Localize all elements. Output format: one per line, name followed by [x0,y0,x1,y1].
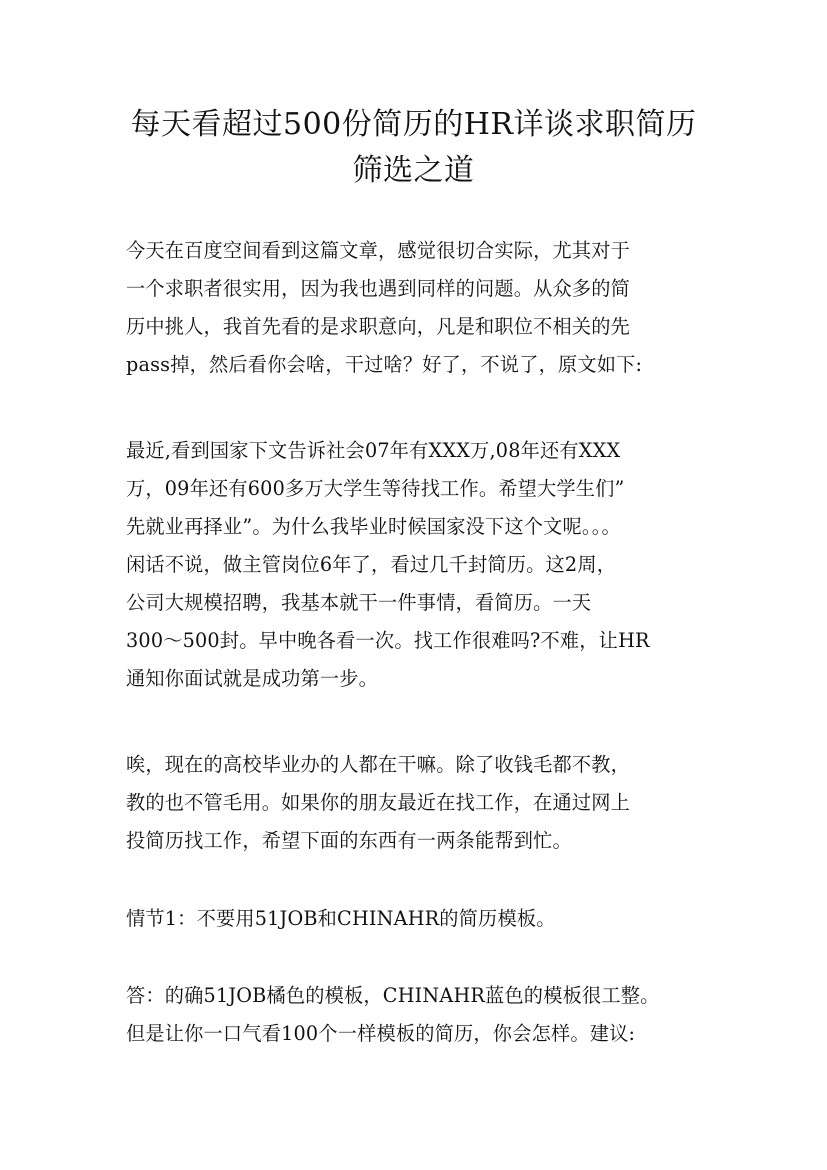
paragraph-line: 答：的确51JOB橘色的模板，CHINAHR蓝色的模板很工整。 [126,984,660,1007]
paragraph-answer-1 [126,977,716,1053]
paragraph-line: 通知你面试就是成功第一步。 [126,667,379,690]
paragraph-line: pass掉，然后看你会啥，干过啥？好了，不说了，原文如下: [126,353,643,376]
paragraph-line: 唉，现在的高校毕业办的人都在干嘛。除了收钱毛都不教， [126,753,631,776]
paragraph-line: 闲话不说，做主管岗位6年了，看过几千封简历。这2周， [126,553,617,576]
paragraph-line: 公司大规模招聘，我基本就干一件事情，看简历。一天 [126,591,592,614]
paragraph-line: 先就业再择业”。为什么我毕业时候国家没下这个文呢。。。 [126,515,621,538]
paragraph-background [126,432,716,698]
paragraph-commentary [126,746,716,860]
paragraph-line: 投简历找工作，希望下面的东西有一两条能帮到忙。 [126,829,572,852]
title-line-1: 每天看超过500份简历的HR详谈求职简历 [130,107,697,142]
paragraph-line: 情节1：不要用51JOB和CHINAHR的简历模板。 [126,907,556,930]
paragraph-line: 一个求职者很实用，因为我也遇到同样的问题。从众多的简 [126,277,631,300]
paragraph-case-1 [126,900,716,938]
paragraph-line: 今天在百度空间看到这篇文章，感觉很切合实际，尤其对于 [126,239,631,262]
paragraph-line: 历中挑人，我首先看的是求职意向，凡是和职位不相关的先 [126,315,631,338]
paragraph-line: 300～500封。早中晚各看一次。找工作很难吗?不难，让HR [126,629,650,652]
document-title [80,102,747,194]
paragraph-line: 最近,看到国家下文告诉社会07年有XXX万,08年还有XXX [126,439,621,462]
paragraph-intro [126,232,716,384]
paragraph-line: 万，09年还有600多万大学生等待找工作。希望大学生们” [126,477,625,500]
paragraph-line: 教的也不管毛用。如果你的朋友最近在找工作，在通过网上 [126,791,631,814]
title-line-2: 筛选之道 [352,153,475,188]
paragraph-line: 但是让你一口气看100个一样模板的简历，你会怎样。建议: [126,1022,636,1045]
